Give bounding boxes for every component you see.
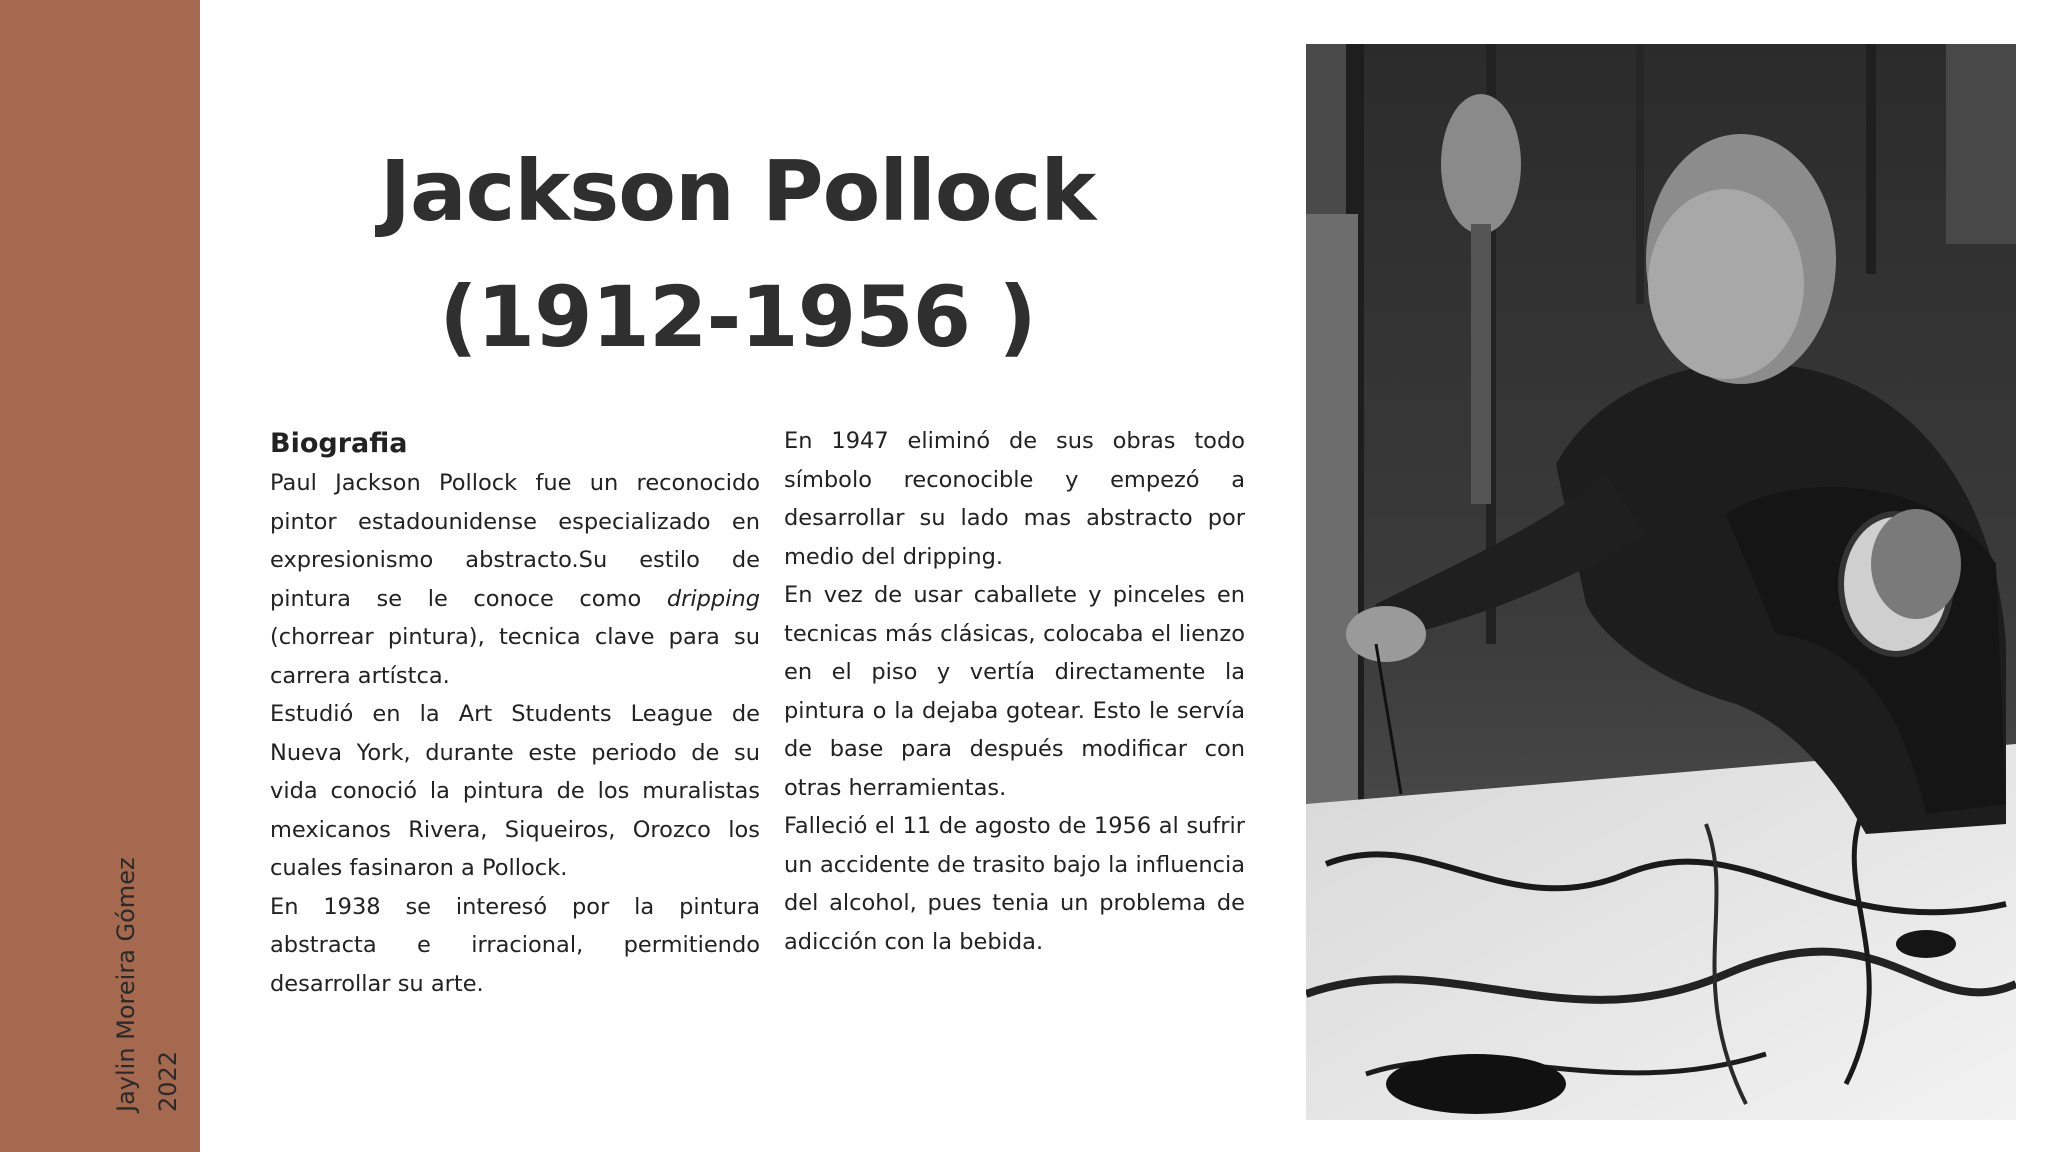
biography-heading: Biografia: [270, 428, 408, 459]
biography-paragraph-2: Estudió en la Art Students League de Nueva York, durante este periodo de su vida conoció la pintura de los muralistas mexicanos Rivera, Siqueiros, Orozco los cuales fasinaron a Pollock.: [270, 701, 760, 881]
title-name: Jackson Pollock: [379, 142, 1096, 240]
pollock-photo: [1306, 44, 2016, 1120]
author-name: Jaylin Moreira Gómez: [112, 857, 140, 1112]
title-dates: (1912-1956 ): [439, 268, 1036, 366]
continuation-paragraph-1: En 1947 eliminó de sus obras todo símbolo reconocible y empezó a desarrollar su lado mas abstracto por medio del dripping.: [784, 428, 1245, 570]
continuation-paragraph-3: Falleció el 11 de agosto de 1956 al sufrir un accidente de trasito bajo la influencia del alcohol, pues tenia un problema de adicción con la bebida.: [784, 813, 1245, 955]
author-credit: [105, 812, 189, 1112]
biography-paragraph-1: [270, 464, 760, 695]
biography-column: [270, 424, 760, 1003]
author-year: 2022: [154, 1050, 182, 1112]
biography-text: Paul Jackson Pollock fue un reconocido pintor estadounidense especializado en expresionismo abstracto.Su estilo de pintura se le conoce como: [270, 470, 760, 612]
biography-paragraph-3: En 1938 se interesó por la pintura abstracta e irracional, permitiendo desarrollar su arte.: [270, 893, 760, 997]
pollock-photo-illustration: [1306, 44, 2016, 1120]
continuation-column: [784, 422, 1245, 961]
page-title: [270, 128, 1205, 380]
biography-text: (chorrear pintura), tecnica clave para su carrera artístca.: [270, 624, 760, 689]
continuation-paragraph-2: En vez de usar caballete y pinceles en tecnicas más clásicas, colocaba el lienzo en el piso y vertía directamente la pintura o la dejaba gotear. Esto le servía de base para después modificar con otras herramientas.: [784, 582, 1245, 801]
dripping-term: dripping: [666, 585, 760, 612]
